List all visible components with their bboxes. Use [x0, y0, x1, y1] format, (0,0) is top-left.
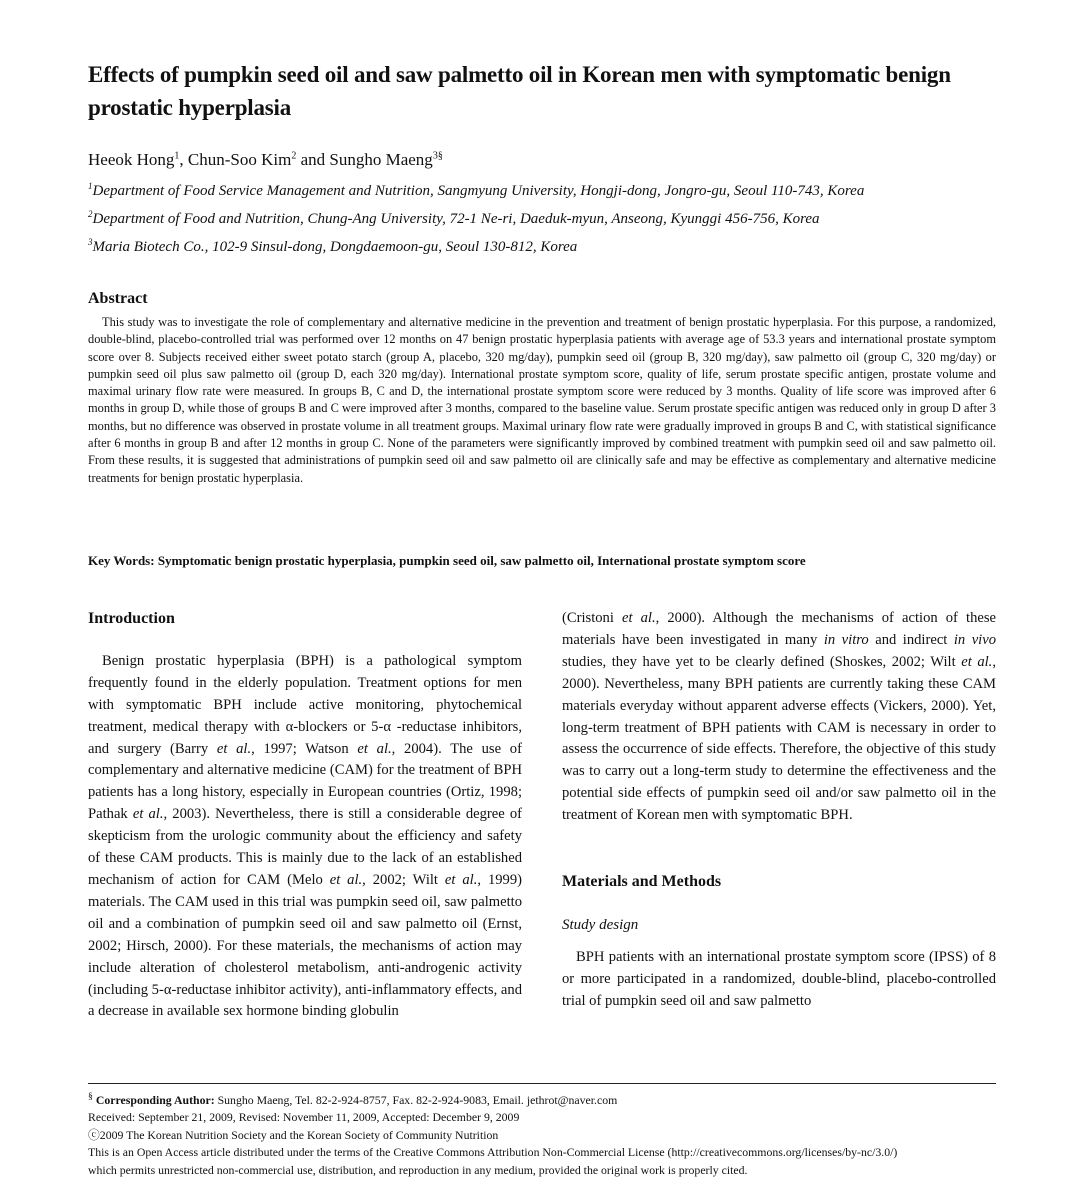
copyright-line: ⓒ2009 The Korean Nutrition Society and the Korean Society of Community Nutrition	[88, 1127, 499, 1142]
text-run: Benign prostatic hyperplasia (BPH) is a pathological symptom frequently found in the elderly population. Treatment options for men with symptomatic BPH include active monitoring, phytochemical treatment, medical therapy with α-blockers or 5-α -reductase inhibitors, and surgery (Barry	[88, 652, 522, 757]
corresponding-author	[88, 1088, 996, 1109]
footnotes	[88, 1088, 996, 1179]
author-name: Heeok Hong	[88, 150, 175, 169]
introduction-heading: Introduction	[88, 610, 175, 627]
affiliation	[88, 231, 1008, 259]
affiliation-sup: 3	[88, 237, 93, 247]
affiliation-text: Maria Biotech Co., 102-9 Sinsul-dong, Dongdaemoon-gu, Seoul 130-812, Korea	[92, 239, 578, 255]
affiliation	[88, 175, 1008, 203]
left-column	[88, 608, 522, 1023]
et-al: et al.	[329, 871, 363, 888]
footnote-sup: §	[88, 1091, 93, 1102]
affiliation-text: Department of Food Service Management and Nutrition, Sangmyung University, Hongji-dong, Jongro-gu, Seoul 110-743, Korea	[92, 183, 865, 199]
text-run: (Cristoni	[562, 610, 614, 626]
text-run: , 2000). Nevertheless, many BPH patients are currently taking these CAM materials everyday without apparent adverse effects (Vickers, 2000). Yet, long-term treatment of BPH patients with CAM is necessary in order to assess the occurrence of side effects. Therefore, the objective of this study was to carry out a long-term study to determine the effectiveness and the potential side effects of pumpkin seed oil and/or saw palmetto oil in the treatment of Korean men with symptomatic BPH.	[562, 653, 996, 824]
keywords: Key Words: Symptomatic benign prostatic hyperplasia, pumpkin seed oil, saw palmetto oil, International prostate symptom score	[88, 553, 806, 568]
author-list	[88, 150, 443, 170]
author-separator: and	[296, 150, 330, 169]
affiliation-list	[88, 175, 1008, 259]
in-vivo: in vivo	[953, 631, 997, 648]
author-affil-sup: 1	[174, 150, 180, 162]
text-run: , 1999) materials. The CAM used in this trial was pumpkin seed oil, saw palmetto oil and a combination of pumpkin seed oil and saw palmetto oil (Ernst, 2002; Hirsch, 2000). For these materials, the mechanisms of action may include alteration of cholesterol metabolism, anti-androgenic activity (including 5-α-reductase inhibitor activity), anti-inflammatory effects, and a decrease in available sex hormone binding globulin	[88, 871, 522, 1020]
affiliation-sup: 2	[88, 209, 93, 219]
license-line: This is an Open Access article distributed under the terms of the Creative Commons Attribution Non-Commercial License (http://creativecommons.org/licenses/by-nc/3.0/)	[88, 1145, 898, 1160]
text-run: , 2000). Although the mechanisms of action of these materials have been investigated in many	[562, 610, 997, 648]
affiliation-text: Department of Food and Nutrition, Chung-Ang University, 72-1 Ne-ri, Daeduk-myun, Anseong, Kyunggi 456-756, Korea	[92, 211, 820, 227]
corresponding-text: Sungho Maeng, Tel. 82-2-924-8757, Fax. 82-2-924-9083, Email. jethrot@naver.com	[217, 1092, 618, 1107]
author-affil-sup: 3§	[432, 150, 443, 162]
abstract-text: This study was to investigate the role of complementary and alternative medicine in the prevention and treatment of benign prostatic hyperplasia. For this purpose, a randomized, double-blind, placebo-controlled trial was performed over 12 months on 47 benign prostatic hyperplasia patients with average age of 53.3 years and international prostate symptom score over 8. Subjects received either sweet potato starch (group A, placebo, 320 mg/day), pumpkin seed oil (group B, 320 mg/day), saw palmetto oil (group C, 320 mg/day) or pumpkin seed oil plus saw palmetto oil (group D, each 320 mg/day). International prostate symptom score, quality of life, serum prostate specific antigen, prostate volume and maximal urinary flow rate were measured. In groups B, C and D, the international prostate symptom score were reduced by 3 months. Quality of life score was improved after 6 months in group D, while those of groups B and C were improved after 3 months, compared to the baseline value. Serum prostate specific antigen was reduced only in group D after 3 months, but no difference was observed in prostate volume in all treatment groups. Maximal urinary flow rate were gradually improved in groups B and C, with statistical significance after 6 months in group B and after 12 months in group C. None of the parameters were significantly improved by combined treatment with pumpkin seed oil and saw palmetto oil. From these results, it is suggested that administrations of pumpkin seed oil and saw palmetto oil are clinically safe and may be effective as complementary and alternative medicine treatments for benign prostatic hyperplasia.	[88, 315, 996, 485]
author-name: Sungho Maeng	[329, 150, 433, 169]
text-run: , 2002; Wilt	[362, 871, 438, 888]
et-al: et al.	[132, 806, 164, 823]
corresponding-label: Corresponding Author:	[95, 1092, 215, 1107]
et-al: et al.	[444, 871, 478, 888]
et-al: et al.	[622, 610, 656, 626]
et-al: et al.	[961, 653, 993, 670]
et-al: et al.	[357, 740, 392, 757]
methods-heading: Materials and Methods	[562, 873, 722, 891]
text-run: and indirect	[875, 631, 948, 648]
text-run: , 2004). The use of complementary and alternative medicine (CAM) for the treatment of BPH patients has a long history, especially in European countries (Ortiz, 1998; Pathak	[88, 740, 522, 823]
abstract-heading: Abstract	[88, 290, 148, 307]
affiliation-sup: 1	[88, 181, 93, 191]
footnote-rule	[88, 1083, 996, 1084]
author-name: Chun-Soo Kim	[187, 150, 292, 169]
et-al: et al.	[216, 740, 252, 757]
in-vitro: in vitro	[823, 631, 869, 648]
license-line: which permits unrestricted non-commercial use, distribution, and reproduction in any medium, provided the original work is properly cited.	[88, 1162, 748, 1177]
text-run: , 1997; Watson	[251, 740, 349, 757]
introduction-continued	[562, 608, 996, 827]
author-separator: ,	[179, 150, 188, 169]
paper-title: Effects of pumpkin seed oil and saw palmetto oil in Korean men with symptomatic benign prostatic hyperplasia	[88, 62, 951, 120]
affiliation	[88, 203, 1008, 231]
text-run: studies, they have yet to be clearly defined (Shoskes, 2002; Wilt	[562, 653, 956, 670]
received-dates: Received: September 21, 2009, Revised: November 11, 2009, Accepted: December 9, 2009	[88, 1110, 520, 1125]
right-column	[562, 608, 996, 1013]
introduction-paragraph	[88, 651, 522, 1023]
methods-paragraph: BPH patients with an international prostate symptom score (IPSS) of 8 or more participated in a randomized, double-blind, placebo-controlled trial of pumpkin seed oil and saw palmetto	[562, 948, 996, 1009]
author-affil-sup: 2	[291, 150, 297, 162]
study-design-heading: Study design	[562, 916, 639, 933]
text-run: , 2003). Nevertheless, there is still a considerable degree of skepticism from the urologic community about the efficiency and safety of these CAM products. This is mainly due to the lack of an established mechanism of action for CAM (Melo	[88, 806, 522, 888]
